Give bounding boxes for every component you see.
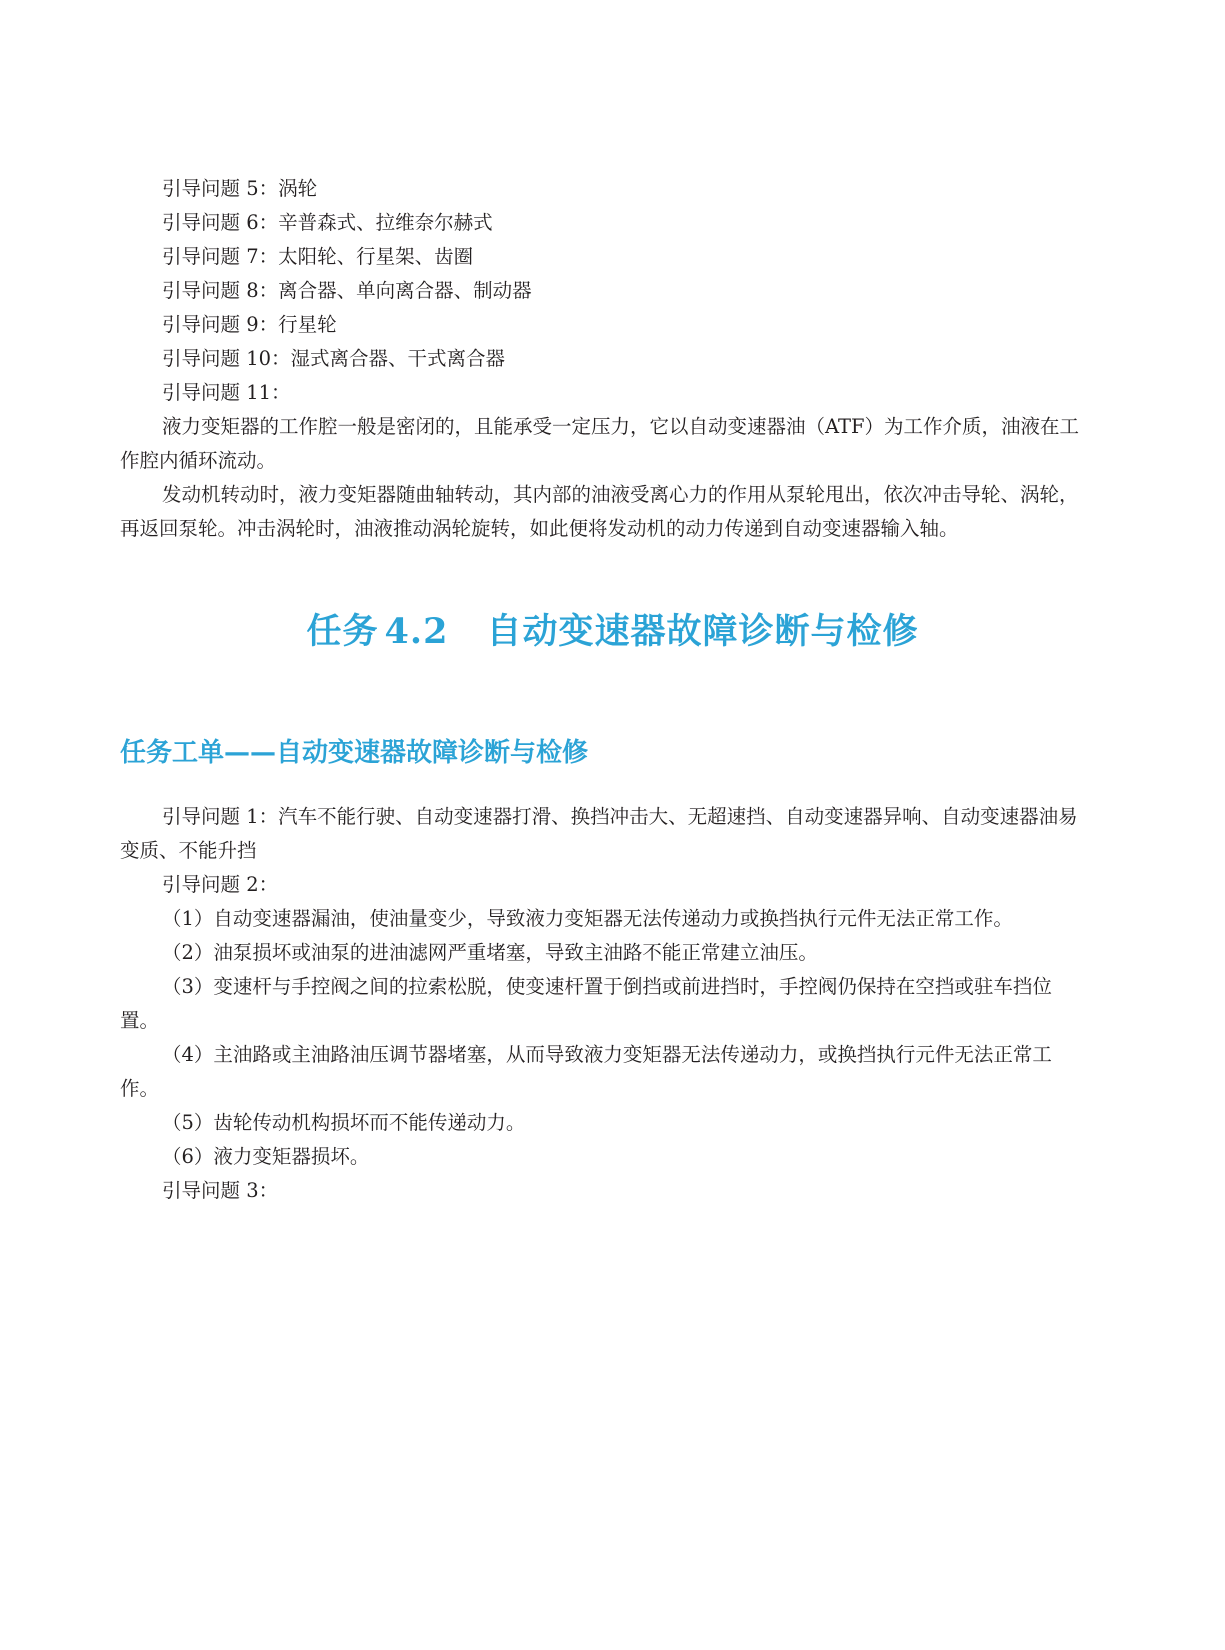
- task-heading: [0, 607, 1225, 657]
- guide-question-5: 引导问题 5：涡轮: [162, 177, 318, 200]
- paragraph-torque-converter: 液力变矩器的工作腔一般是密闭的，且能承受一定压力，它以自动变速器油（ATF）为工作介质，油液在工作腔内循环流动。: [120, 415, 1080, 472]
- guide-question-11: 引导问题 11：: [162, 381, 291, 404]
- answers-section-a: [120, 172, 1080, 546]
- guide-question-2: 引导问题 2：: [162, 873, 279, 896]
- list-item: （1）自动变速器漏油，使油量变少，导致液力变矩器无法传递动力或换挡执行元件无法正常工作。: [162, 907, 1013, 930]
- task-prefix: 任务: [306, 612, 379, 652]
- list-item: （5）齿轮传动机构损坏而不能传递动力。: [162, 1111, 526, 1134]
- guide-question-9: 引导问题 9：行星轮: [162, 313, 337, 336]
- list-item: （6）液力变矩器损坏。: [162, 1145, 370, 1168]
- guide-question-8: 引导问题 8：离合器、单向离合器、制动器: [162, 279, 532, 302]
- list-item: （3）变速杆与手控阀之间的拉索松脱，使变速杆置于倒挡或前进挡时，手控阀仍保持在空挡或驻车挡位置。: [120, 975, 1052, 1032]
- answers-section-b: [120, 800, 1080, 1208]
- guide-question-6: 引导问题 6：辛普森式、拉维奈尔赫式: [162, 211, 493, 234]
- list-item: （4）主油路或主油路油压调节器堵塞，从而导致液力变矩器无法传递动力，或换挡执行元件无法正常工作。: [120, 1043, 1052, 1100]
- task-name: 自动变速器故障诊断与检修: [486, 612, 919, 652]
- guide-question-1: 引导问题 1：汽车不能行驶、自动变速器打滑、换挡冲击大、无超速挡、自动变速器异响、自动变速器油易变质、不能升挡: [120, 805, 1078, 862]
- paragraph-engine-rotation: 发动机转动时，液力变矩器随曲轴转动，其内部的油液受离心力的作用从泵轮甩出，依次冲击导轮、涡轮，再返回泵轮。冲击涡轮时，油液推动涡轮旋转，如此便将发动机的动力传递到自动变速器输入轴。: [120, 483, 1079, 540]
- worksheet-heading: 任务工单——自动变速器故障诊断与检修: [120, 738, 589, 768]
- list-item: （2）油泵损坏或油泵的进油滤网严重堵塞，导致主油路不能正常建立油压。: [162, 941, 818, 964]
- task-number: 4.2: [384, 611, 449, 652]
- guide-question-7: 引导问题 7：太阳轮、行星架、齿圈: [162, 245, 474, 268]
- guide-question-3: 引导问题 3：: [162, 1179, 279, 1202]
- guide-question-10: 引导问题 10：湿式离合器、干式离合器: [162, 347, 506, 370]
